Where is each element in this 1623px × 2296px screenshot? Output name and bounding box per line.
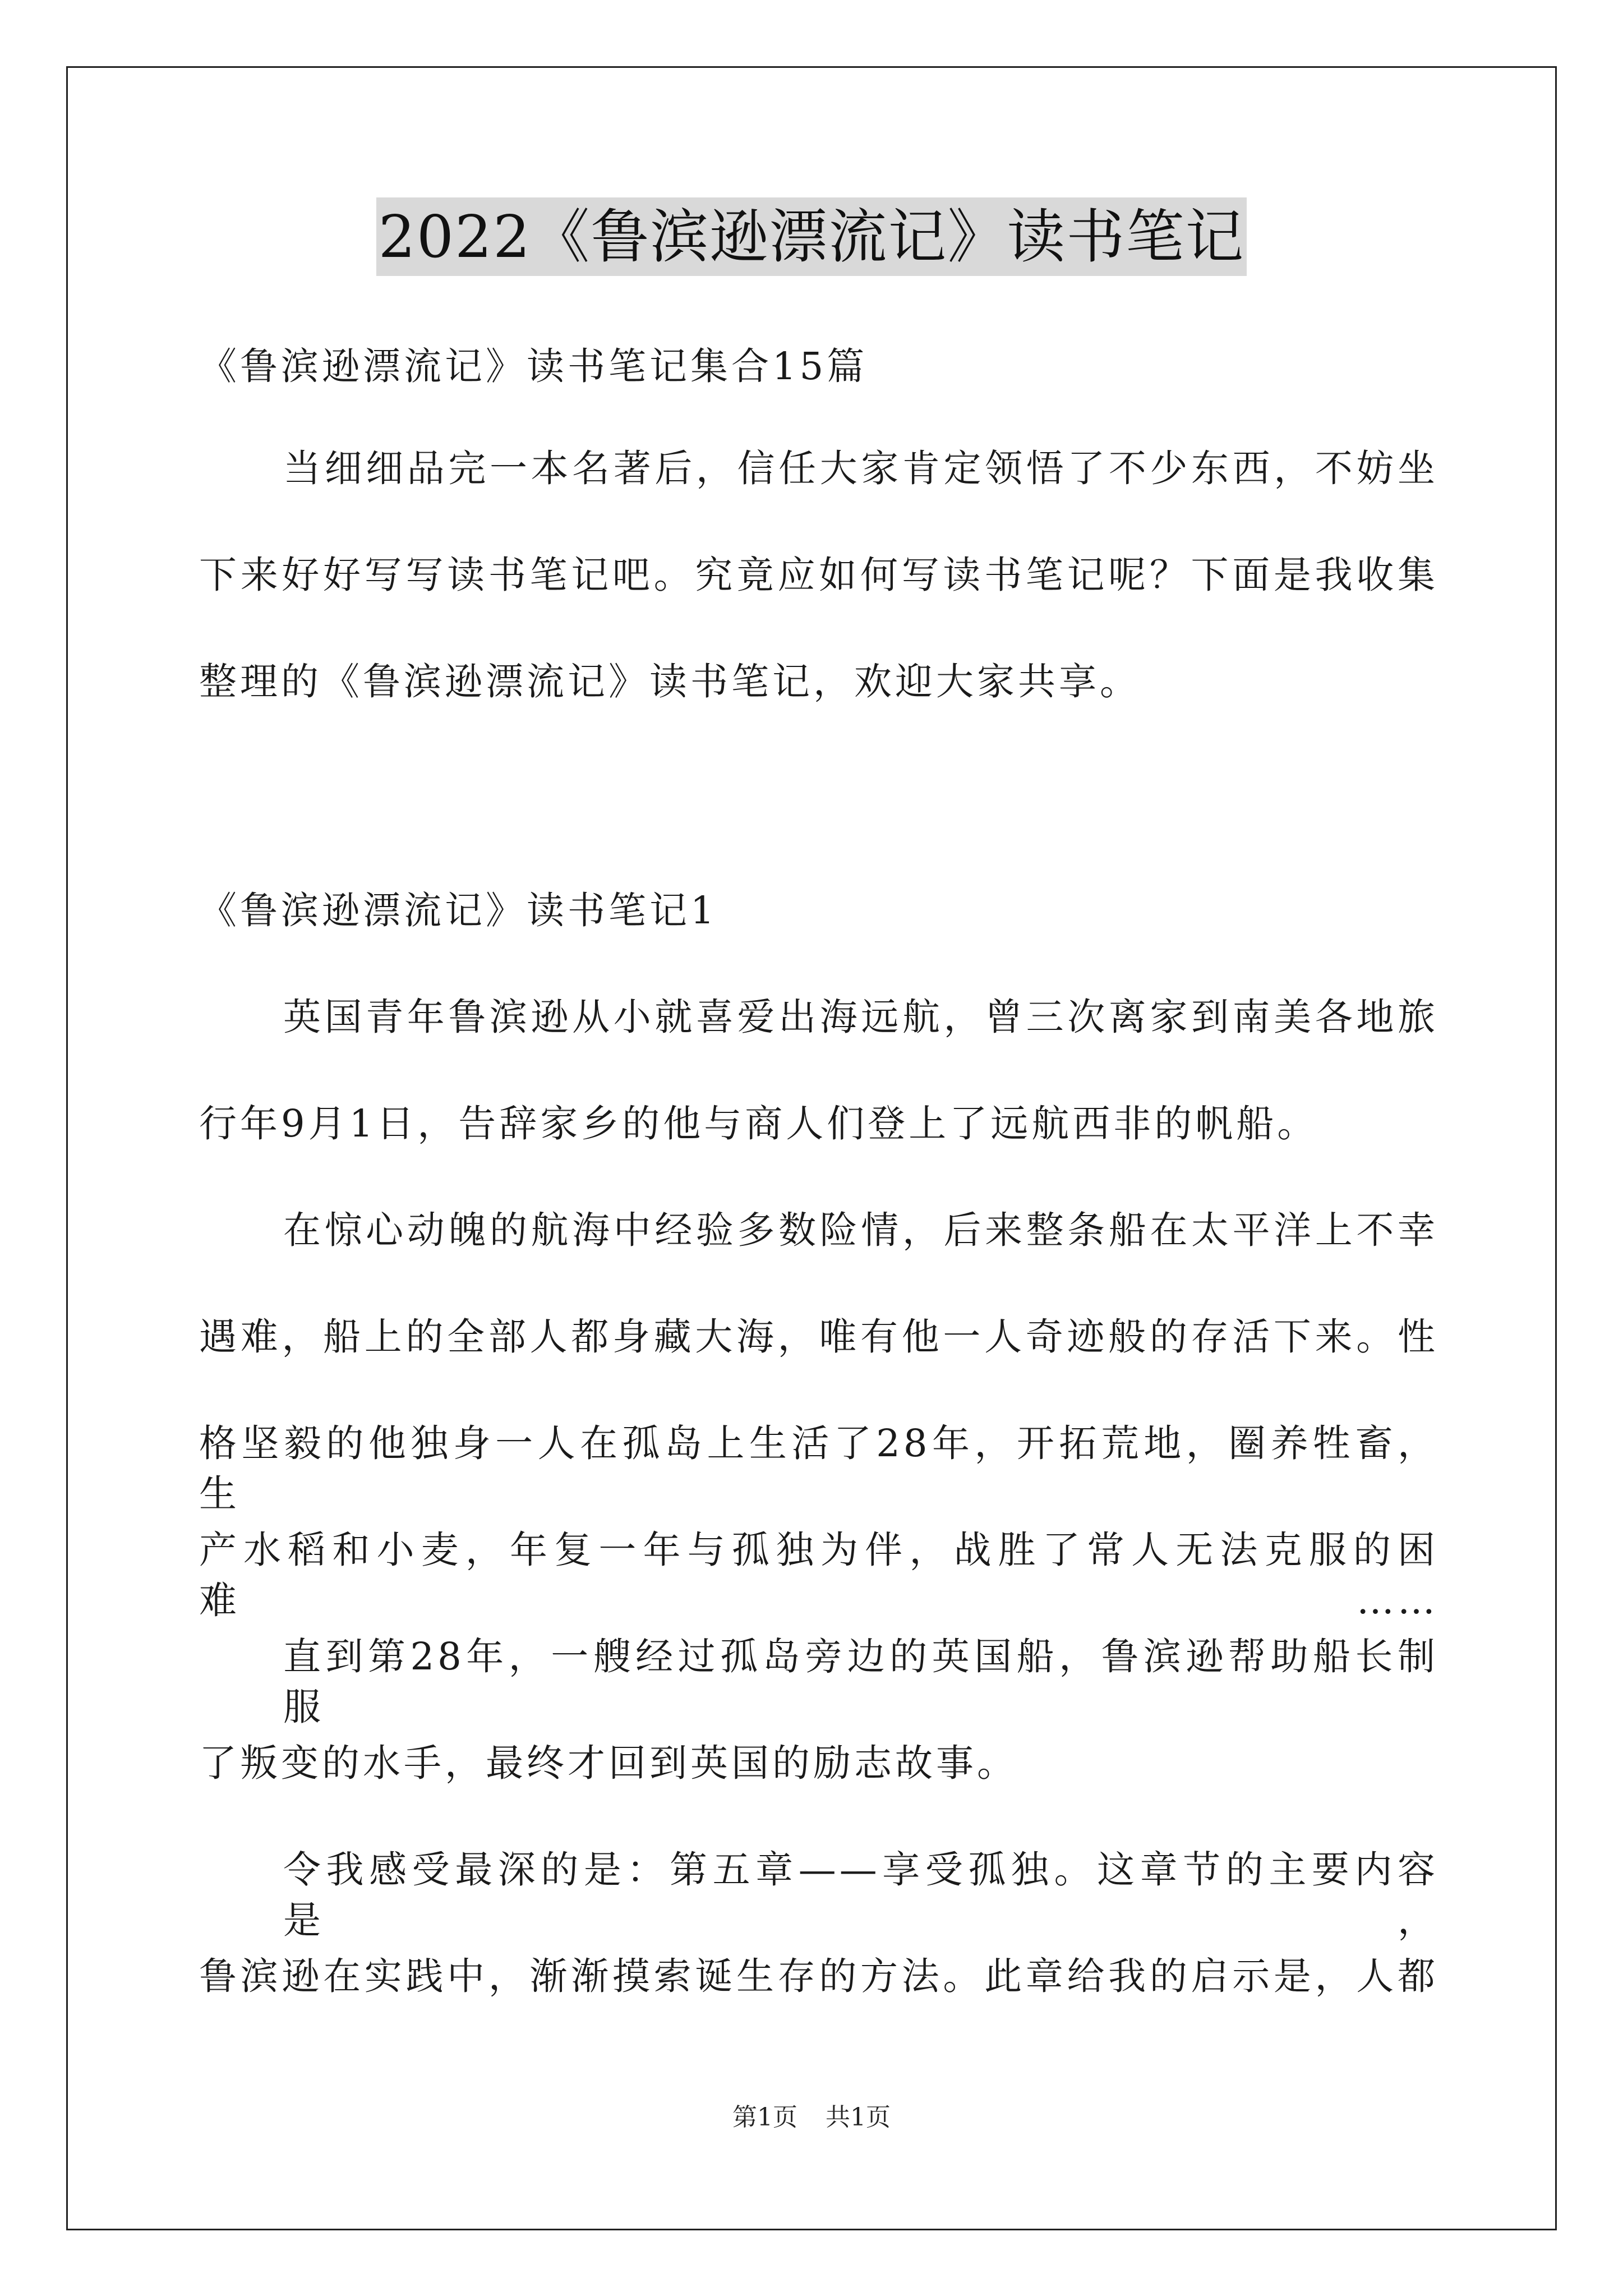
page-number: 第1页 bbox=[732, 2103, 797, 2132]
paragraph1-line-1: 英国青年鲁滨逊从小就喜爱出海远航，曾三次离家到南美各地旅 bbox=[283, 995, 1438, 1039]
paragraph2-line-2: 遇难，船上的全部人都身藏大海，唯有他一人奇迹般的存活下来。性 bbox=[199, 1315, 1438, 1359]
intro-line-1: 当细细品完一本名著后，信任大家肯定领悟了不少东西，不妨坐 bbox=[283, 447, 1438, 490]
paragraph2-line-1: 在惊心动魄的航海中经验多数险情，后来整条船在太平洋上不幸 bbox=[283, 1208, 1438, 1252]
page-footer bbox=[0, 2101, 1623, 2134]
page-total: 共1页 bbox=[826, 2103, 891, 2132]
paragraph4-line-2: 鲁滨逊在实践中，渐渐摸索诞生存的方法。此章给我的启示是，人都 bbox=[199, 1954, 1438, 1998]
intro-line-3: 整理的《鲁滨逊漂流记》读书笔记，欢迎大家共享。 bbox=[199, 660, 1141, 703]
paragraph3-line-1: 直到第28年，一艘经过孤岛旁边的英国船，鲁滨逊帮助船长制服 bbox=[283, 1635, 1438, 1729]
subtitle: 《鲁滨逊漂流记》读书笔记集合15篇 bbox=[199, 344, 868, 388]
document-title: 2022《鲁滨逊漂流记》读书笔记 bbox=[376, 197, 1247, 276]
paragraph3-line-2: 了叛变的水手，最终才回到英国的励志故事。 bbox=[199, 1741, 1018, 1785]
intro-line-2: 下来好好写写读书笔记吧。究竟应如何写读书笔记呢？下面是我收集 bbox=[199, 553, 1438, 597]
paragraph2-line-4: 产水稻和小麦，年复一年与孤独为伴，战胜了常人无法克服的困难…… bbox=[199, 1528, 1438, 1622]
paragraph2-line-3: 格坚毅的他独身一人在孤岛上生活了28年，开拓荒地，圈养牲畜，生 bbox=[199, 1421, 1438, 1516]
paragraph1-line-2: 行年9月1日，告辞家乡的他与商人们登上了远航西非的帆船。 bbox=[199, 1102, 1318, 1145]
title-container bbox=[0, 197, 1623, 276]
section-heading: 《鲁滨逊漂流记》读书笔记1 bbox=[199, 889, 718, 932]
paragraph4-line-1: 令我感受最深的是：第五章——享受孤独。这章节的主要内容是， bbox=[283, 1848, 1438, 1942]
